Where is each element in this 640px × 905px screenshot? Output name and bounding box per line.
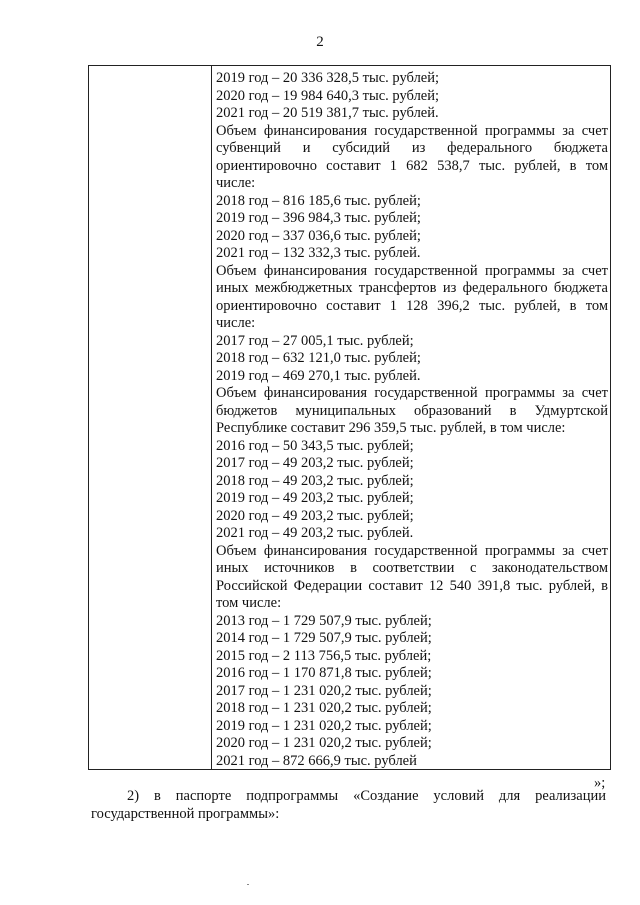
- paragraph-line: Объем финансирования государственной программы за счет: [216, 385, 608, 401]
- year-amount-line: 2016 год – 50 343,5 тыс. рублей;: [216, 437, 414, 454]
- page-number: 2: [316, 34, 324, 50]
- year-amount-line: 2019 год – 469 270,1 тыс. рублей.: [216, 367, 421, 384]
- paragraph-last-line: Республике составит 296 359,5 тыс. рублей, в том числе:: [216, 420, 566, 436]
- paragraph-line: Объем финансирования государственной программы за счет: [216, 122, 608, 139]
- year-list-b: [216, 193, 608, 263]
- year-amount-line: 2018 год – 632 121,0 тыс. рублей;: [216, 350, 421, 366]
- paragraph-line: иных источников в соответствии с законодательством: [216, 560, 608, 576]
- paragraph-2: [91, 788, 606, 823]
- year-amount-line: 2018 год – 49 203,2 тыс. рублей;: [216, 472, 414, 489]
- paragraph-line: ориентировочно составит 1 682 538,7 тыс. рублей, в том: [216, 157, 608, 174]
- year-amount-line: 2020 год – 1 231 020,2 тыс. рублей;: [216, 735, 432, 751]
- paragraph-last-line: том числе:: [216, 595, 282, 611]
- year-amount-line: 2019 год – 20 336 328,5 тыс. рублей;: [216, 70, 440, 86]
- year-list-e: [216, 613, 608, 771]
- paragraph-line: субвенций и субсидий из федерального бюджета: [216, 140, 608, 156]
- year-amount-line: 2015 год – 2 113 756,5 тыс. рублей;: [216, 647, 432, 664]
- paragraph-other-sources: [216, 543, 608, 613]
- closing-quote: »;: [594, 775, 606, 791]
- year-amount-line: 2013 год – 1 729 507,9 тыс. рублей;: [216, 612, 432, 629]
- year-amount-line: 2014 год – 1 729 507,9 тыс. рублей;: [216, 630, 432, 646]
- year-amount-line: 2017 год – 27 005,1 тыс. рублей;: [216, 332, 414, 349]
- year-amount-line: 2019 год – 49 203,2 тыс. рублей;: [216, 490, 414, 506]
- paragraph-line: Российской Федерации составит 12 540 391,8 тыс. рублей, в: [216, 577, 608, 594]
- paragraph-line: ориентировочно составит 1 128 396,2 тыс. рублей, в том: [216, 297, 608, 314]
- paragraph-line: бюджетов муниципальных образований в Удмуртской: [216, 402, 608, 419]
- paragraph-last-line: числе:: [216, 175, 256, 191]
- year-amount-line: 2019 год – 1 231 020,2 тыс. рублей;: [216, 717, 432, 734]
- paragraph-2-line-2: государственной программы»:: [91, 805, 280, 822]
- year-list-c: [216, 333, 608, 386]
- year-amount-line: 2018 год – 1 231 020,2 тыс. рублей;: [216, 700, 432, 716]
- table-cell-financing: [216, 70, 608, 770]
- year-amount-line: 2020 год – 337 036,6 тыс. рублей;: [216, 227, 421, 244]
- year-amount-line: 2018 год – 816 185,6 тыс. рублей;: [216, 192, 421, 209]
- scan-speck: [247, 884, 249, 885]
- year-amount-line: 2021 год – 20 519 381,7 тыс. рублей.: [216, 105, 439, 121]
- paragraph-2-line-1: 2) в паспорте подпрограммы «Создание условий для реализации: [127, 788, 606, 804]
- paragraph-subventions: [216, 123, 608, 193]
- year-amount-line: 2016 год – 1 170 871,8 тыс. рублей;: [216, 665, 432, 681]
- paragraph-last-line: числе:: [216, 315, 256, 331]
- year-amount-line: 2020 год – 19 984 640,3 тыс. рублей;: [216, 87, 440, 104]
- year-list-d: [216, 438, 608, 543]
- year-amount-line: 2017 год – 49 203,2 тыс. рублей;: [216, 455, 414, 471]
- year-amount-line: 2020 год – 49 203,2 тыс. рублей;: [216, 507, 414, 524]
- year-list-a: [216, 70, 608, 123]
- paragraph-transfers: [216, 263, 608, 333]
- year-amount-line: 2021 год – 49 203,2 тыс. рублей.: [216, 525, 414, 541]
- year-amount-line: 2021 год – 132 332,3 тыс. рублей.: [216, 245, 421, 261]
- year-amount-line: 2017 год – 1 231 020,2 тыс. рублей;: [216, 682, 432, 699]
- paragraph-line: Объем финансирования государственной программы за счет: [216, 542, 608, 559]
- paragraph-line: иных межбюджетных трансфертов из федерального бюджета: [216, 280, 608, 296]
- paragraph-line: Объем финансирования государственной программы за счет: [216, 262, 608, 279]
- year-amount-line: 2021 год – 872 666,9 тыс. рублей: [216, 752, 417, 769]
- paragraph-municipal: [216, 385, 608, 438]
- year-amount-line: 2019 год – 396 984,3 тыс. рублей;: [216, 210, 421, 226]
